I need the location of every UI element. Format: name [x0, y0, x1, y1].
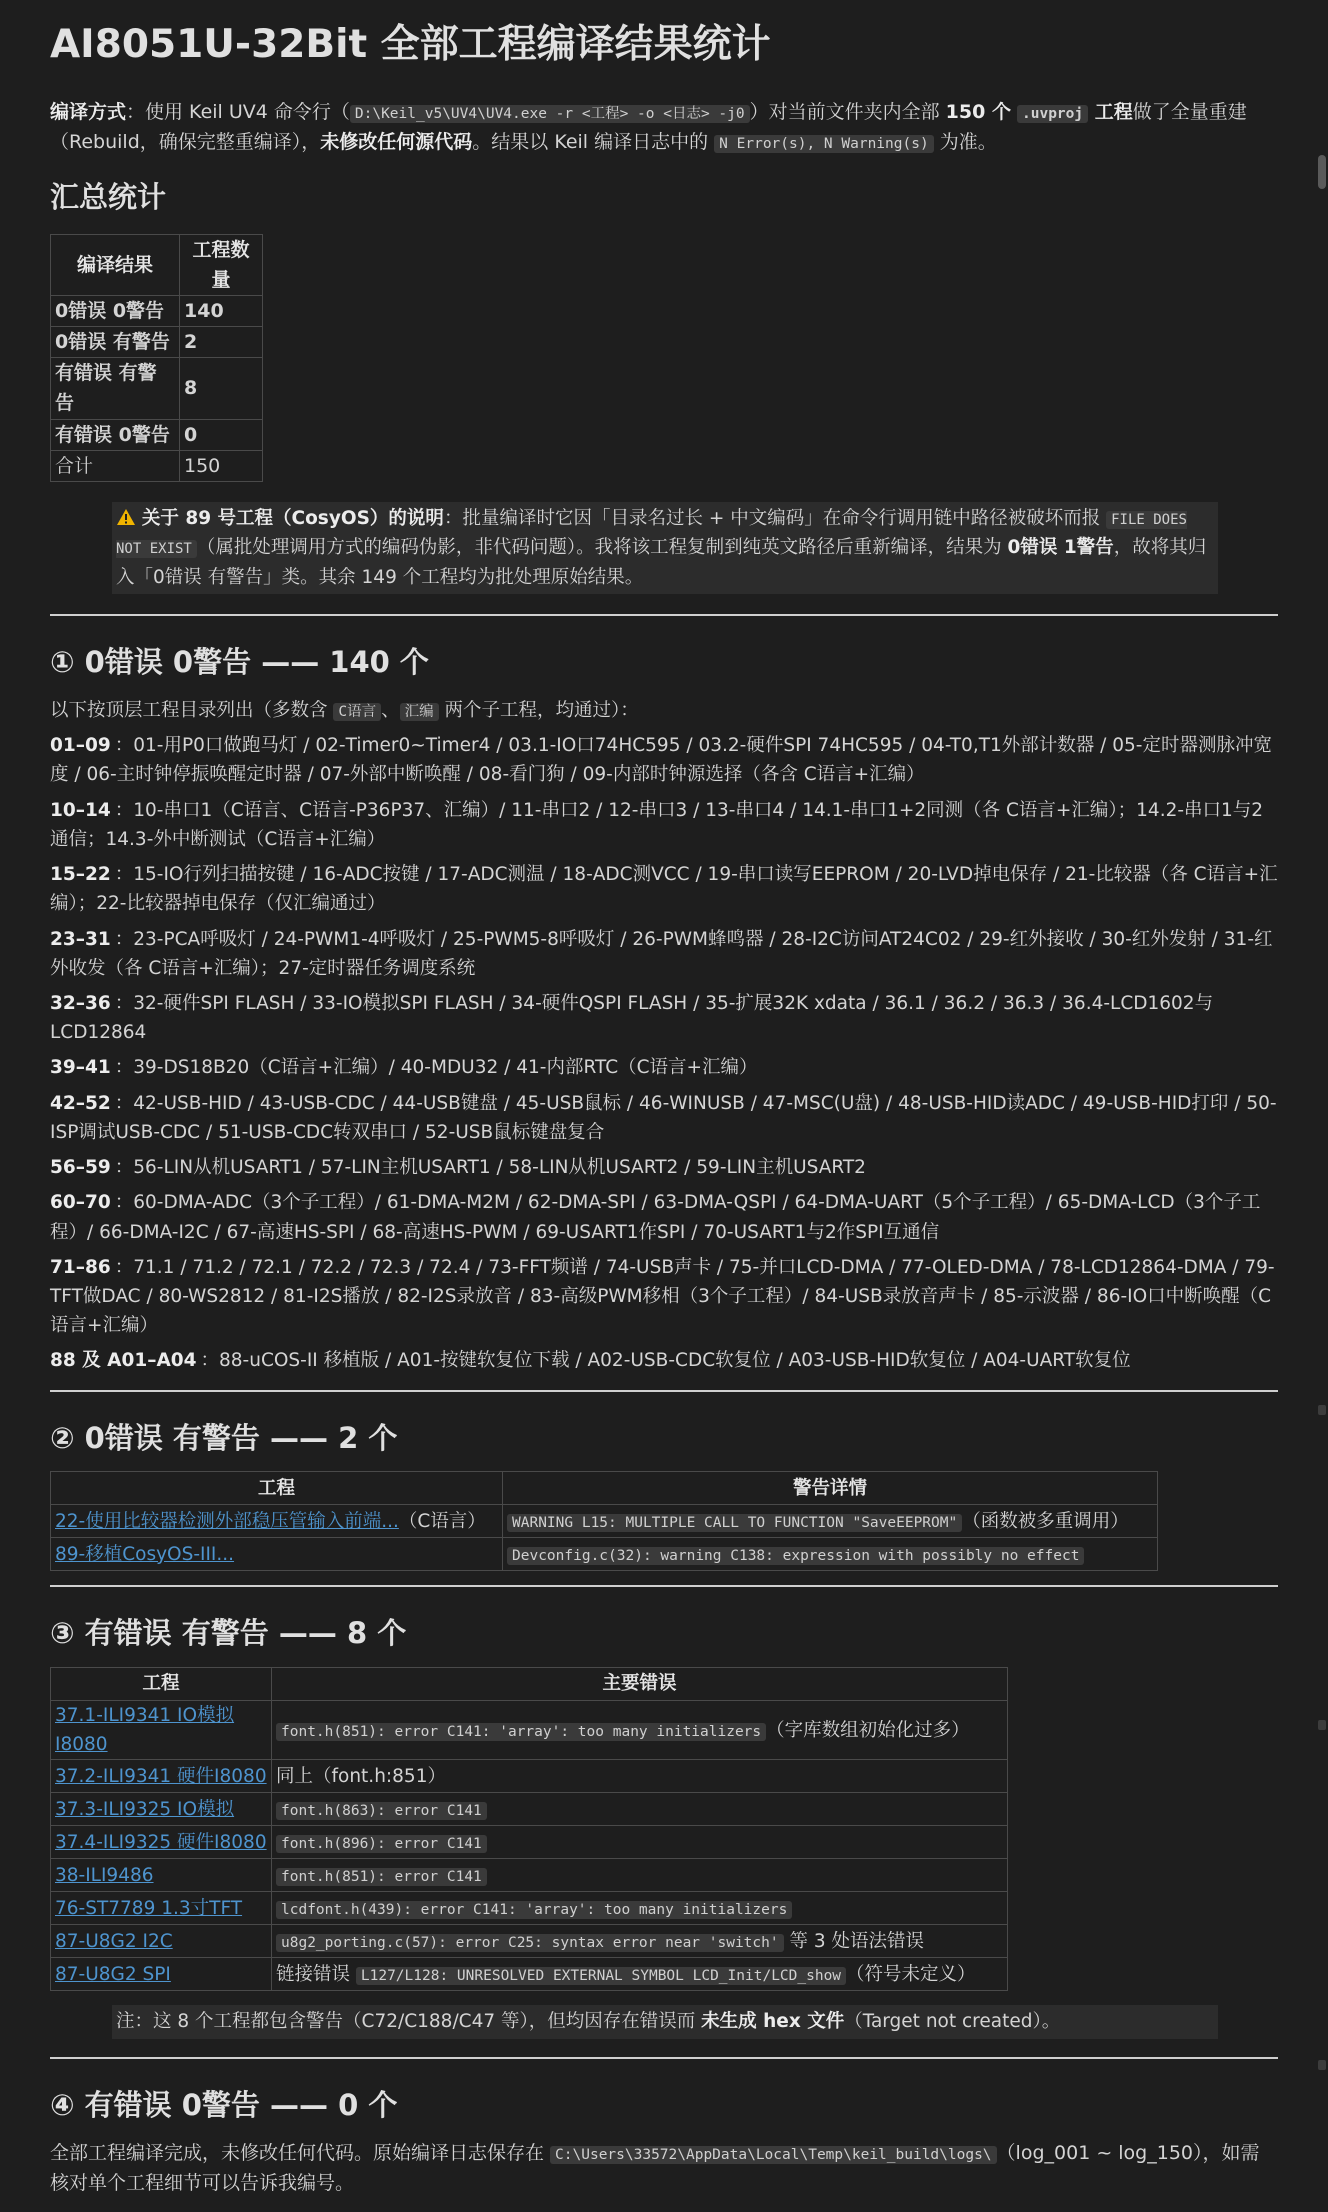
closing-paragraph: 全部工程编译完成，未修改任何代码。原始编译日志保存在 C:\Users\33572\AppData\Local\Temp\keil_build\logs\ （log_001 ~ log_150），如需核对单个工程细节可以告诉我编号。	[50, 2142, 1260, 2195]
errors-table	[50, 1667, 1008, 1991]
project-link[interactable]: 37.2-ILI9341 硬件I8080	[55, 1765, 267, 1787]
col-header: 警告详情	[503, 1472, 1158, 1505]
col-header: 工程数量	[180, 235, 263, 296]
project-link[interactable]: 22-使用比较器检测外部稳压管输入前端...	[55, 1510, 399, 1532]
list-item: 88 及 A01–A04 ：88-uCOS-II 移植版 / A01-按键软复位下载 / A02-USB-CDC软复位 / A03-USB-HID软复位 / A04-UART软复位	[50, 1350, 1131, 1372]
table-row-total: 合计 150	[51, 450, 263, 481]
table-row: 37.1-ILI9341 IO模拟I8080 font.h(851): error C141: 'array': too many initializers （字库数组初始化过多）	[51, 1700, 1008, 1759]
scroll-marker	[1318, 1720, 1326, 1730]
document	[50, 0, 1278, 2202]
divider	[50, 1390, 1278, 1392]
table-row: 89-移植CosyOS-III... Devconfig.c(32): warning C138: expression with possibly no effect	[51, 1538, 1158, 1571]
list-item: 71–86 ：71.1 / 71.2 / 72.1 / 72.2 / 72.3 / 72.4 / 73-FFT频谱 / 74-USB声卡 / 75-并口LCD-DMA / 77-OLED-DMA / 78-LCD12864-DMA / 79-TFT做DAC / 80-WS2812 / 81-I2S播放 / 82-I2S录放音 / 83-高级PWM移相（3个子工程）/ 84-USB录放音声卡 / 85-示波器 / 86-IO口中断唤醒（C语言+汇编）	[50, 1256, 1275, 1337]
command-code: D:\Keil_v5\UV4\UV4.exe -r <工程> -o <日志> -j0	[350, 105, 750, 123]
list-item: 23–31 ：23-PCA呼吸灯 / 24-PWM1-4呼吸灯 / 25-PWM5-8呼吸灯 / 26-PWM蜂鸣器 / 28-I2C访问AT24C02 / 29-红外接收 / 30-红外发射 / 31-红外收发（各 C语言+汇编）；27-定时器任务调度系统	[50, 928, 1273, 979]
divider	[50, 614, 1278, 616]
section-heading-2: ② 0错误 有警告 —— 2 个	[50, 1420, 398, 1455]
col-header: 主要错误	[272, 1667, 1008, 1700]
summary-table	[50, 234, 263, 481]
table-row: 37.4-ILI9325 硬件I8080 font.h(896): error C141	[51, 1826, 1008, 1859]
scroll-marker	[1318, 1405, 1326, 1415]
ext-code: .uvproj	[1017, 105, 1088, 123]
list-item: 56–59 ：56-LIN从机USART1 / 57-LIN主机USART1 / 58-LIN从机USART2 / 59-LIN主机USART2	[50, 1157, 866, 1179]
warning-icon	[116, 506, 136, 524]
divider	[50, 2057, 1278, 2059]
table-row: 76-ST7789 1.3寸TFT lcdfont.h(439): error C141: 'array': too many initializers	[51, 1892, 1008, 1925]
section-heading-1: ① 0错误 0警告 —— 140 个	[50, 645, 429, 680]
project-link[interactable]: 37.4-ILI9325 硬件I8080	[55, 1831, 267, 1853]
table-row: 22-使用比较器检测外部稳压管输入前端...（C语言） WARNING L15: MULTIPLE CALL TO FUNCTION "SaveEEPROM" （函数被多重调用）	[51, 1505, 1158, 1538]
list-item: 15–22 ：15-IO行列扫描按键 / 16-ADC按键 / 17-ADC测温 / 18-ADC测VCC / 19-串口读写EEPROM / 20-LVD掉电保存 / 21-比较器（各 C语言+汇编）；22-比较器掉电保存（仅汇编通过）	[50, 864, 1278, 915]
intro-paragraph: 编译方式：使用 Keil UV4 命令行（ D:\Keil_v5\UV4\UV4.exe -r <工程> -o <日志> -j0 ）对当前文件夹内全部 150 个 .uvproj 工程做了全量重建（Rebuild，确保完整重编译），未修改任何源代码。结果以 Keil 编译日志中的 N Error(s), N Warning(s) 为准。	[50, 100, 1247, 153]
table-row: 37.2-ILI9341 硬件I8080 同上（font.h:851）	[51, 1760, 1008, 1793]
section-heading-4: ④ 有错误 0警告 —— 0 个	[50, 2087, 398, 2122]
table-row: 有错误 有警告 8	[51, 358, 263, 419]
project-link[interactable]: 87-U8G2 I2C	[55, 1930, 173, 1952]
col-header: 工程	[51, 1472, 503, 1505]
project-link[interactable]: 37.3-ILI9325 IO模拟	[55, 1798, 235, 1820]
vertical-scrollbar[interactable]	[1316, 0, 1328, 2212]
summary-heading: 汇总统计	[50, 179, 167, 214]
table-row: 87-U8G2 SPI 链接错误 L127/L128: UNRESOLVED EXTERNAL SYMBOL LCD_Init/LCD_show （符号未定义）	[51, 1958, 1008, 1991]
table-row: 37.3-ILI9325 IO模拟 font.h(863): error C141	[51, 1793, 1008, 1826]
list-item: 10–14 ：10-串口1（C语言、C语言-P36P37、汇编）/ 11-串口2 / 12-串口3 / 13-串口4 / 14.1-串口1+2同测（各 C语言+汇编）；14.2-串口1与2通信；14.3-外中断测试（C语言+汇编）	[50, 799, 1264, 850]
project-link[interactable]: 38-ILI9486	[55, 1864, 154, 1886]
page-title: AI8051U-32Bit 全部工程编译结果统计	[50, 22, 771, 67]
table-row: 87-U8G2 I2C u8g2_porting.c(57): error C25: syntax error near 'switch' 等 3 处语法错误	[51, 1925, 1008, 1958]
col-header: 工程	[51, 1667, 272, 1700]
errors-footnote: 注：这 8 个工程都包含警告（C72/C188/C47 等），但均因存在错误而 未生成 hex 文件（Target not created）。	[112, 2005, 1218, 2038]
table-row: 0错误 有警告 2	[51, 327, 263, 358]
project-link[interactable]: 76-ST7789 1.3寸TFT	[55, 1897, 243, 1919]
scrollbar-thumb[interactable]	[1318, 155, 1326, 189]
list-item: 39–41 ：39-DS18B20（C语言+汇编）/ 40-MDU32 / 41-内部RTC（C语言+汇编）	[50, 1057, 758, 1079]
sec1-lead: 以下按顶层工程目录列出（多数含 C语言 、 汇编 两个子工程，均通过）：	[50, 700, 639, 721]
project-link[interactable]: 37.1-ILI9341 IO模拟I8080	[55, 1704, 235, 1756]
pattern-code: N Error(s), N Warning(s)	[714, 135, 934, 153]
project-link[interactable]: 89-移植CosyOS-III...	[55, 1543, 235, 1565]
table-row: 0错误 0警告 140	[51, 296, 263, 327]
section-heading-3: ③ 有错误 有警告 —— 8 个	[50, 1616, 407, 1651]
table-row: 有错误 0警告 0	[51, 419, 263, 450]
col-header: 编译结果	[51, 235, 180, 296]
list-item: 01–09 ：01-用P0口做跑马灯 / 02-Timer0~Timer4 / 03.1-IO口74HC595 / 03.2-硬件SPI 74HC595 / 04-T0,T1外部计数器 / 05-定时器测脉冲宽度 / 06-主时钟停振唤醒定时器 / 07-外部中断唤醒 / 08-看门狗 / 09-内部时钟源选择（各含 C语言+汇编）	[50, 735, 1272, 786]
warnings-table	[50, 1471, 1158, 1571]
list-item: 32–36 ：32-硬件SPI FLASH / 33-IO模拟SPI FLASH / 34-硬件QSPI FLASH / 35-扩展32K xdata / 36.1 / 36.2 / 36.3 / 36.4-LCD1602与LCD12864	[50, 992, 1214, 1044]
note-89: 关于 89 号工程（CosyOS）的说明：批量编译时它因「目录名过长 + 中文编码」在命令行调用链中路径被破坏而报 FILE DOES NOT EXIST （属批处理调用方式的编码伪影，非代码问题）。我将该工程复制到纯英文路径后重新编译，结果为 0错误 1警告，故将其归入「0错误 有警告」类。其余 149 个工程均为批处理原始结果。	[112, 502, 1218, 595]
list-item: 60–70 ：60-DMA-ADC（3个子工程）/ 61-DMA-M2M / 62-DMA-SPI / 63-DMA-QSPI / 64-DMA-UART（5个子工程）/ 65-DMA-LCD（3个子工程）/ 66-DMA-I2C / 67-高速HS-SPI / 68-高速HS-PWM / 69-USART1作SPI / 70-USART1与2作SPI互通信	[50, 1192, 1261, 1243]
table-row: 38-ILI9486 font.h(851): error C141	[51, 1859, 1008, 1892]
list-item: 42–52 ：42-USB-HID / 43-USB-CDC / 44-USB键盘 / 45-USB鼠标 / 46-WINUSB / 47-MSC(U盘) / 48-USB-HID读ADC / 49-USB-HID打印 / 50-ISP调试USB-CDC / 51-USB-CDC转双串口 / 52-USB鼠标键盘复合	[50, 1092, 1277, 1143]
scroll-marker	[1318, 2060, 1326, 2070]
project-link[interactable]: 87-U8G2 SPI	[55, 1963, 171, 1985]
divider	[50, 1585, 1278, 1587]
log-path-code: C:\Users\33572\AppData\Local\Temp\keil_build\logs\	[550, 2146, 997, 2164]
